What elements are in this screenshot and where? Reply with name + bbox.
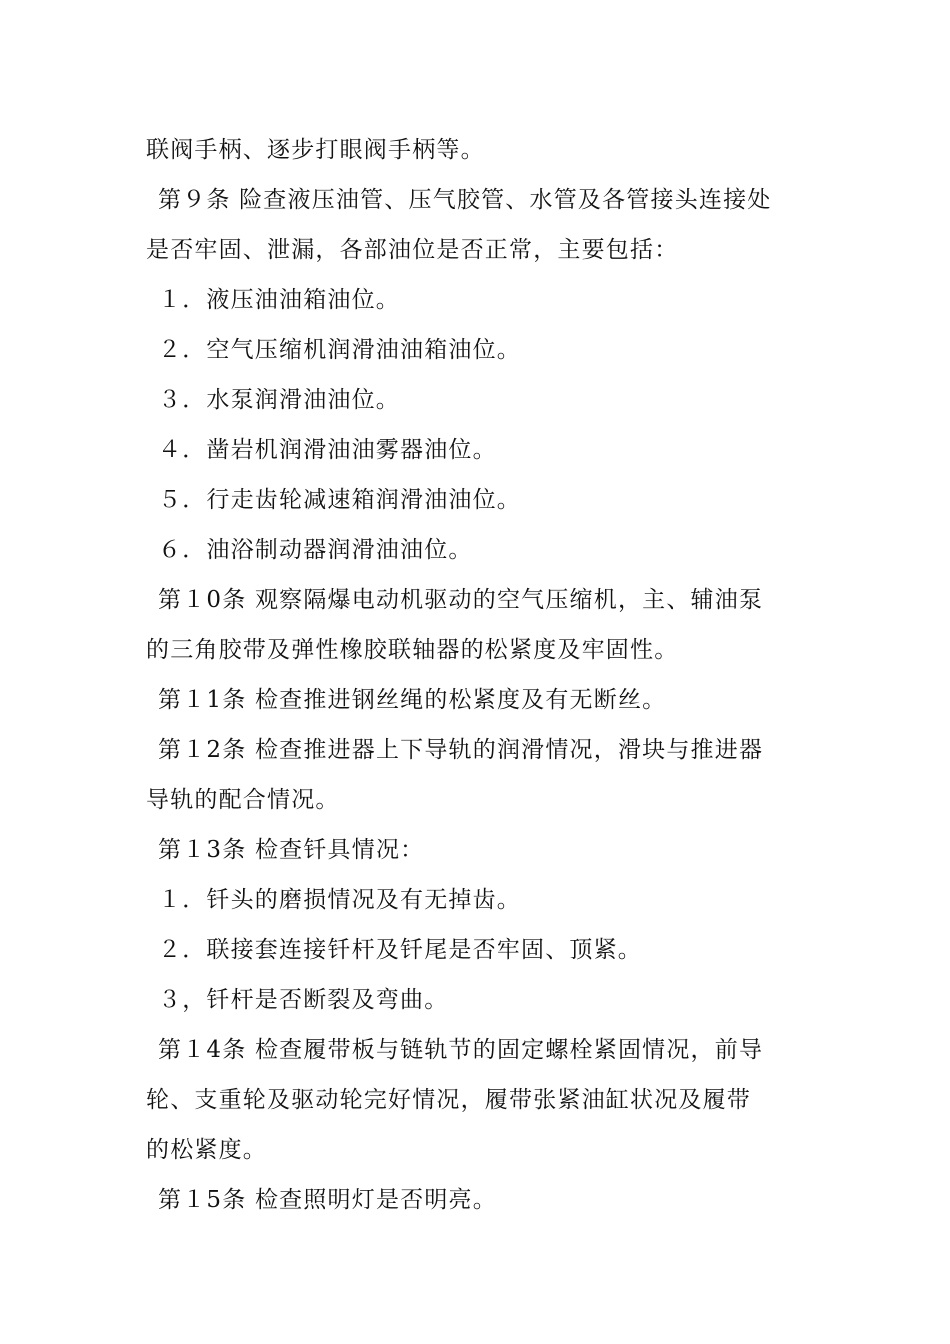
article-heading-14: 第１4条 检查履带板与链轨节的固定螺栓紧固情况，前导 bbox=[158, 1037, 764, 1063]
list-item: ３．水泵润滑油油位。 bbox=[158, 387, 400, 413]
text-line: 轮、支重轮及驱动轮完好情况，履带张紧油缸状况及履带 bbox=[146, 1087, 751, 1113]
article-heading-13: 第１3条 检查钎具情况： bbox=[158, 837, 425, 863]
text-line: 是否牢固、泄漏，各部油位是否正常，主要包括： bbox=[146, 237, 679, 263]
list-item: ２．空气压缩机润滑油油箱油位。 bbox=[158, 337, 521, 363]
list-item: ５．行走齿轮减速箱润滑油油位。 bbox=[158, 487, 521, 513]
list-item: １．液压油油箱油位。 bbox=[158, 287, 400, 313]
text-line: 导轨的配合情况。 bbox=[146, 787, 340, 813]
list-item: ３，钎杆是否断裂及弯曲。 bbox=[158, 987, 449, 1013]
text-line: 联阀手柄、逐步打眼阀手柄等。 bbox=[146, 137, 485, 163]
article-heading-15: 第１5条 检查照明灯是否明亮。 bbox=[158, 1187, 497, 1213]
list-item: １．钎头的磨损情况及有无掉齿。 bbox=[158, 887, 521, 913]
article-heading-11: 第１1条 检查推进钢丝绳的松紧度及有无断丝。 bbox=[158, 687, 667, 713]
list-item: ４．凿岩机润滑油油雾器油位。 bbox=[158, 437, 497, 463]
list-item: ２．联接套连接钎杆及钎尾是否牢固、顶紧。 bbox=[158, 937, 642, 963]
text-line: 的三角胶带及弹性橡胶联轴器的松紧度及牢固性。 bbox=[146, 637, 679, 663]
article-heading-12: 第１2条 检查推进器上下导轨的润滑情况，滑块与推进器 bbox=[158, 737, 764, 763]
list-item: ６．油浴制动器润滑油油位。 bbox=[158, 537, 473, 563]
text-line: 的松紧度。 bbox=[146, 1137, 267, 1163]
article-heading-9: 第９条 险查液压油管、压气胶管、水管及各管接头连接处 bbox=[158, 187, 772, 213]
article-heading-10: 第１0条 观察隔爆电动机驱动的空气压缩机，主、辅油泵 bbox=[158, 587, 764, 613]
